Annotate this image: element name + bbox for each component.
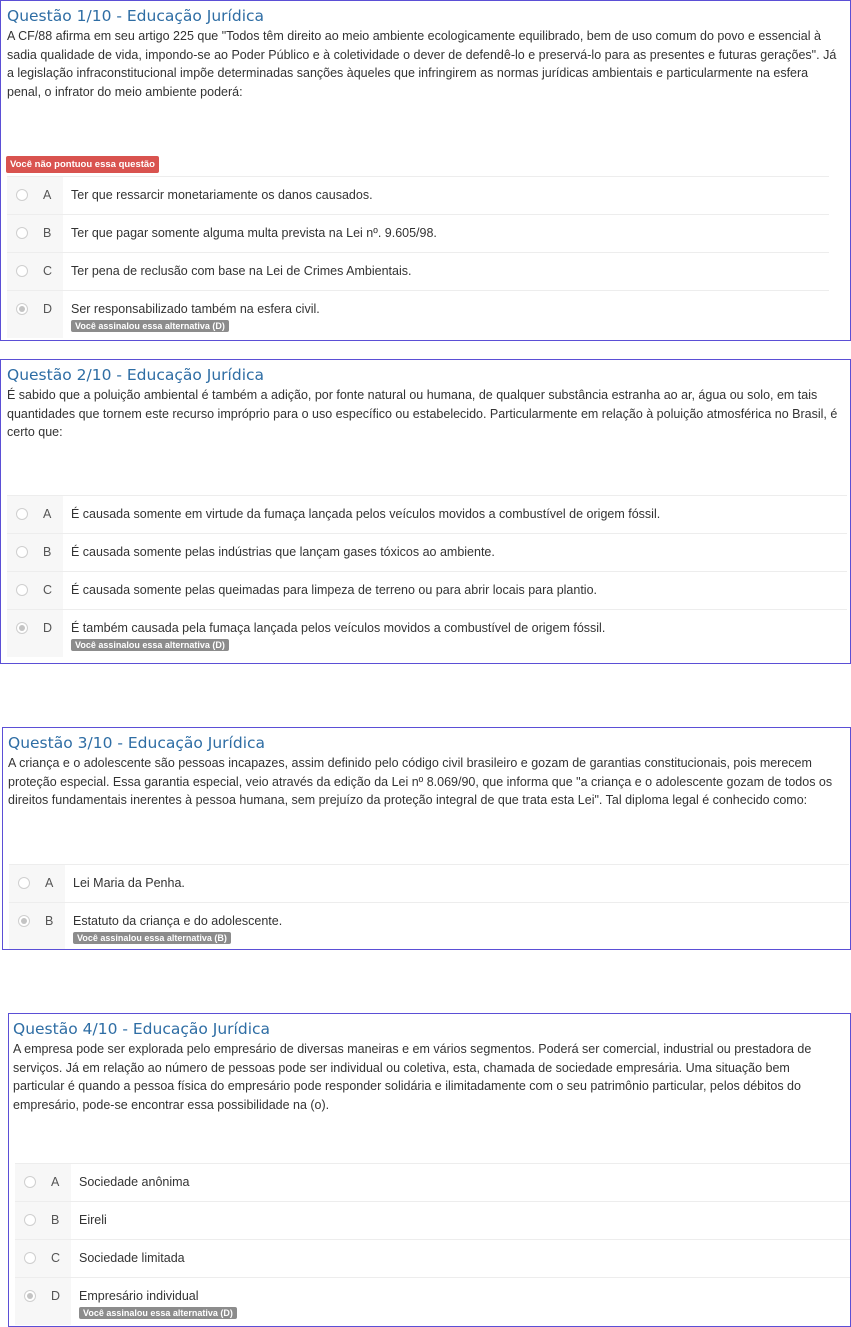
not-scored-badge: Você não pontuou essa questão [6, 156, 159, 173]
radio-button-selected[interactable] [16, 303, 28, 315]
radio-button[interactable] [16, 508, 28, 520]
selected-tag: Você assinalou essa alternativa (D) [79, 1307, 237, 1319]
radio-button[interactable] [16, 227, 28, 239]
option-text: Ter que ressarcir monetariamente os danos causados. [71, 188, 373, 202]
option-letter: B [45, 914, 54, 928]
question-header [1, 360, 850, 442]
radio-button[interactable] [24, 1214, 36, 1226]
question-header [1, 1, 850, 101]
option-b[interactable] [7, 215, 829, 253]
question-header [9, 1014, 850, 1114]
option-letter: D [51, 1289, 61, 1303]
option-text: É causada somente pelas indústrias que lançam gases tóxicos ao ambiente. [71, 545, 495, 559]
radio-button[interactable] [16, 546, 28, 558]
option-c[interactable] [7, 572, 847, 610]
option-letter: B [43, 545, 52, 559]
radio-button-selected[interactable] [24, 1290, 36, 1302]
option-letter: B [43, 226, 52, 240]
question-panel-3 [2, 727, 851, 950]
option-c[interactable] [7, 253, 829, 291]
selected-tag: Você assinalou essa alternativa (B) [73, 932, 231, 944]
option-d[interactable] [15, 1278, 850, 1325]
option-text: Sociedade limitada [79, 1251, 185, 1265]
radio-button[interactable] [24, 1176, 36, 1188]
option-text: É causada somente em virtude da fumaça lançada pelos veículos movidos a combustível de origem fóssil. [71, 507, 661, 521]
option-gutter [7, 610, 63, 657]
radio-button-selected[interactable] [18, 915, 30, 927]
option-letter: C [51, 1251, 61, 1265]
option-letter: D [43, 621, 53, 635]
question-title: Questão 3/10 - Educação Jurídica [8, 734, 266, 752]
option-text: Ser responsabilizado também na esfera civil. [71, 302, 320, 316]
options-list [15, 1163, 850, 1325]
option-letter: D [43, 302, 53, 316]
option-letter: A [43, 188, 52, 202]
option-text: É causada somente pelas queimadas para limpeza de terreno ou para abrir locais para plantio. [71, 583, 598, 597]
option-letter: C [43, 264, 53, 278]
option-letter: A [43, 507, 52, 521]
option-gutter [9, 903, 65, 950]
question-panel-2 [0, 359, 851, 664]
option-letter: A [45, 876, 54, 890]
option-text: Ter pena de reclusão com base na Lei de Crimes Ambientais. [71, 264, 412, 278]
result-badge-wrap [6, 154, 159, 173]
question-text: A CF/88 afirma em seu artigo 225 que "Todos têm direito ao meio ambiente ecologicamente equilibrado, bem de uso comum do povo e essencial à sadia qualidade de vida, impondo-se ao Poder Público e à coletividade o dever de defendê-lo e preservá-lo para as presentes e futuras gerações". Já a legislação infraconstitucional impõe determinadas sanções àqueles que infringirem as normas jurídicas ambientais e particularmente na esfera penal, o infrator do meio ambiente poderá: [7, 29, 837, 99]
question-title: Questão 4/10 - Educação Jurídica [13, 1020, 271, 1038]
question-header [3, 728, 850, 810]
option-text: Ter que pagar somente alguma multa prevista na Lei nº. 9.605/98. [71, 226, 437, 240]
radio-button[interactable] [24, 1252, 36, 1264]
question-title: Questão 2/10 - Educação Jurídica [7, 366, 265, 384]
radio-button[interactable] [16, 189, 28, 201]
option-a[interactable] [7, 177, 829, 215]
option-gutter [7, 291, 63, 338]
options-list [9, 864, 849, 950]
question-panel-4 [8, 1013, 851, 1327]
option-d[interactable] [7, 291, 829, 338]
radio-button[interactable] [16, 265, 28, 277]
option-b[interactable] [15, 1202, 850, 1240]
radio-button[interactable] [16, 584, 28, 596]
option-letter: A [51, 1175, 60, 1189]
option-a[interactable] [7, 496, 847, 534]
option-a[interactable] [9, 865, 849, 903]
option-c[interactable] [15, 1240, 850, 1278]
option-text: Eireli [79, 1213, 107, 1227]
option-letter: B [51, 1213, 60, 1227]
question-panel-1 [0, 0, 851, 341]
option-gutter [15, 1278, 71, 1325]
selected-tag: Você assinalou essa alternativa (D) [71, 639, 229, 651]
selected-tag: Você assinalou essa alternativa (D) [71, 320, 229, 332]
option-b[interactable] [9, 903, 849, 950]
radio-button-selected[interactable] [16, 622, 28, 634]
question-title: Questão 1/10 - Educação Jurídica [7, 7, 265, 25]
option-letter: C [43, 583, 53, 597]
question-text: A criança e o adolescente são pessoas incapazes, assim definido pelo código civil brasileiro e gozam de garantias constitucionais, pois merecem proteção especial. Essa garantia especial, veio através da edição da Lei nº 8.069/90, que informa que "a criança e o adolescente gozam de todos os direitos fundamentais inerentes à pessoa humana, sem prejuízo da proteção integral de que trata esta Lei". Tal diploma legal é conhecido como: [8, 756, 833, 807]
option-text: Lei Maria da Penha. [73, 876, 185, 890]
options-list [7, 176, 829, 338]
option-text: É também causada pela fumaça lançada pelos veículos movidos a combustível de origem fóssil. [71, 621, 606, 635]
radio-button[interactable] [18, 877, 30, 889]
option-a[interactable] [15, 1164, 850, 1202]
question-text: É sabido que a poluição ambiental é também a adição, por fonte natural ou humana, de qualquer substância estranha ao ar, água ou solo, em tais quantidades que tornem este recurso impróprio para o uso específico ou estabelecido. Particularmente em relação à poluição atmosférica no Brasil, é certo que: [7, 388, 838, 439]
option-text: Estatuto da criança e do adolescente. [73, 914, 283, 928]
options-list [7, 495, 847, 657]
option-d[interactable] [7, 610, 847, 657]
option-text: Empresário individual [79, 1289, 199, 1303]
option-b[interactable] [7, 534, 847, 572]
question-text: A empresa pode ser explorada pelo empresário de diversas maneiras e em vários segmentos. Poderá ser comercial, industrial ou prestadora de serviços. Já em relação ao número de pessoas pode ser individual ou coletiva, esta, chamada de sociedade empresária. Uma situação bem particular é quando a pessoa física do empresário pode responder solidária e ilimitadamente com o seu patrimônio particular, pelos débitos do empresário, pode-se encontrar essa possibilidade na (o). [13, 1042, 812, 1112]
option-text: Sociedade anônima [79, 1175, 190, 1189]
